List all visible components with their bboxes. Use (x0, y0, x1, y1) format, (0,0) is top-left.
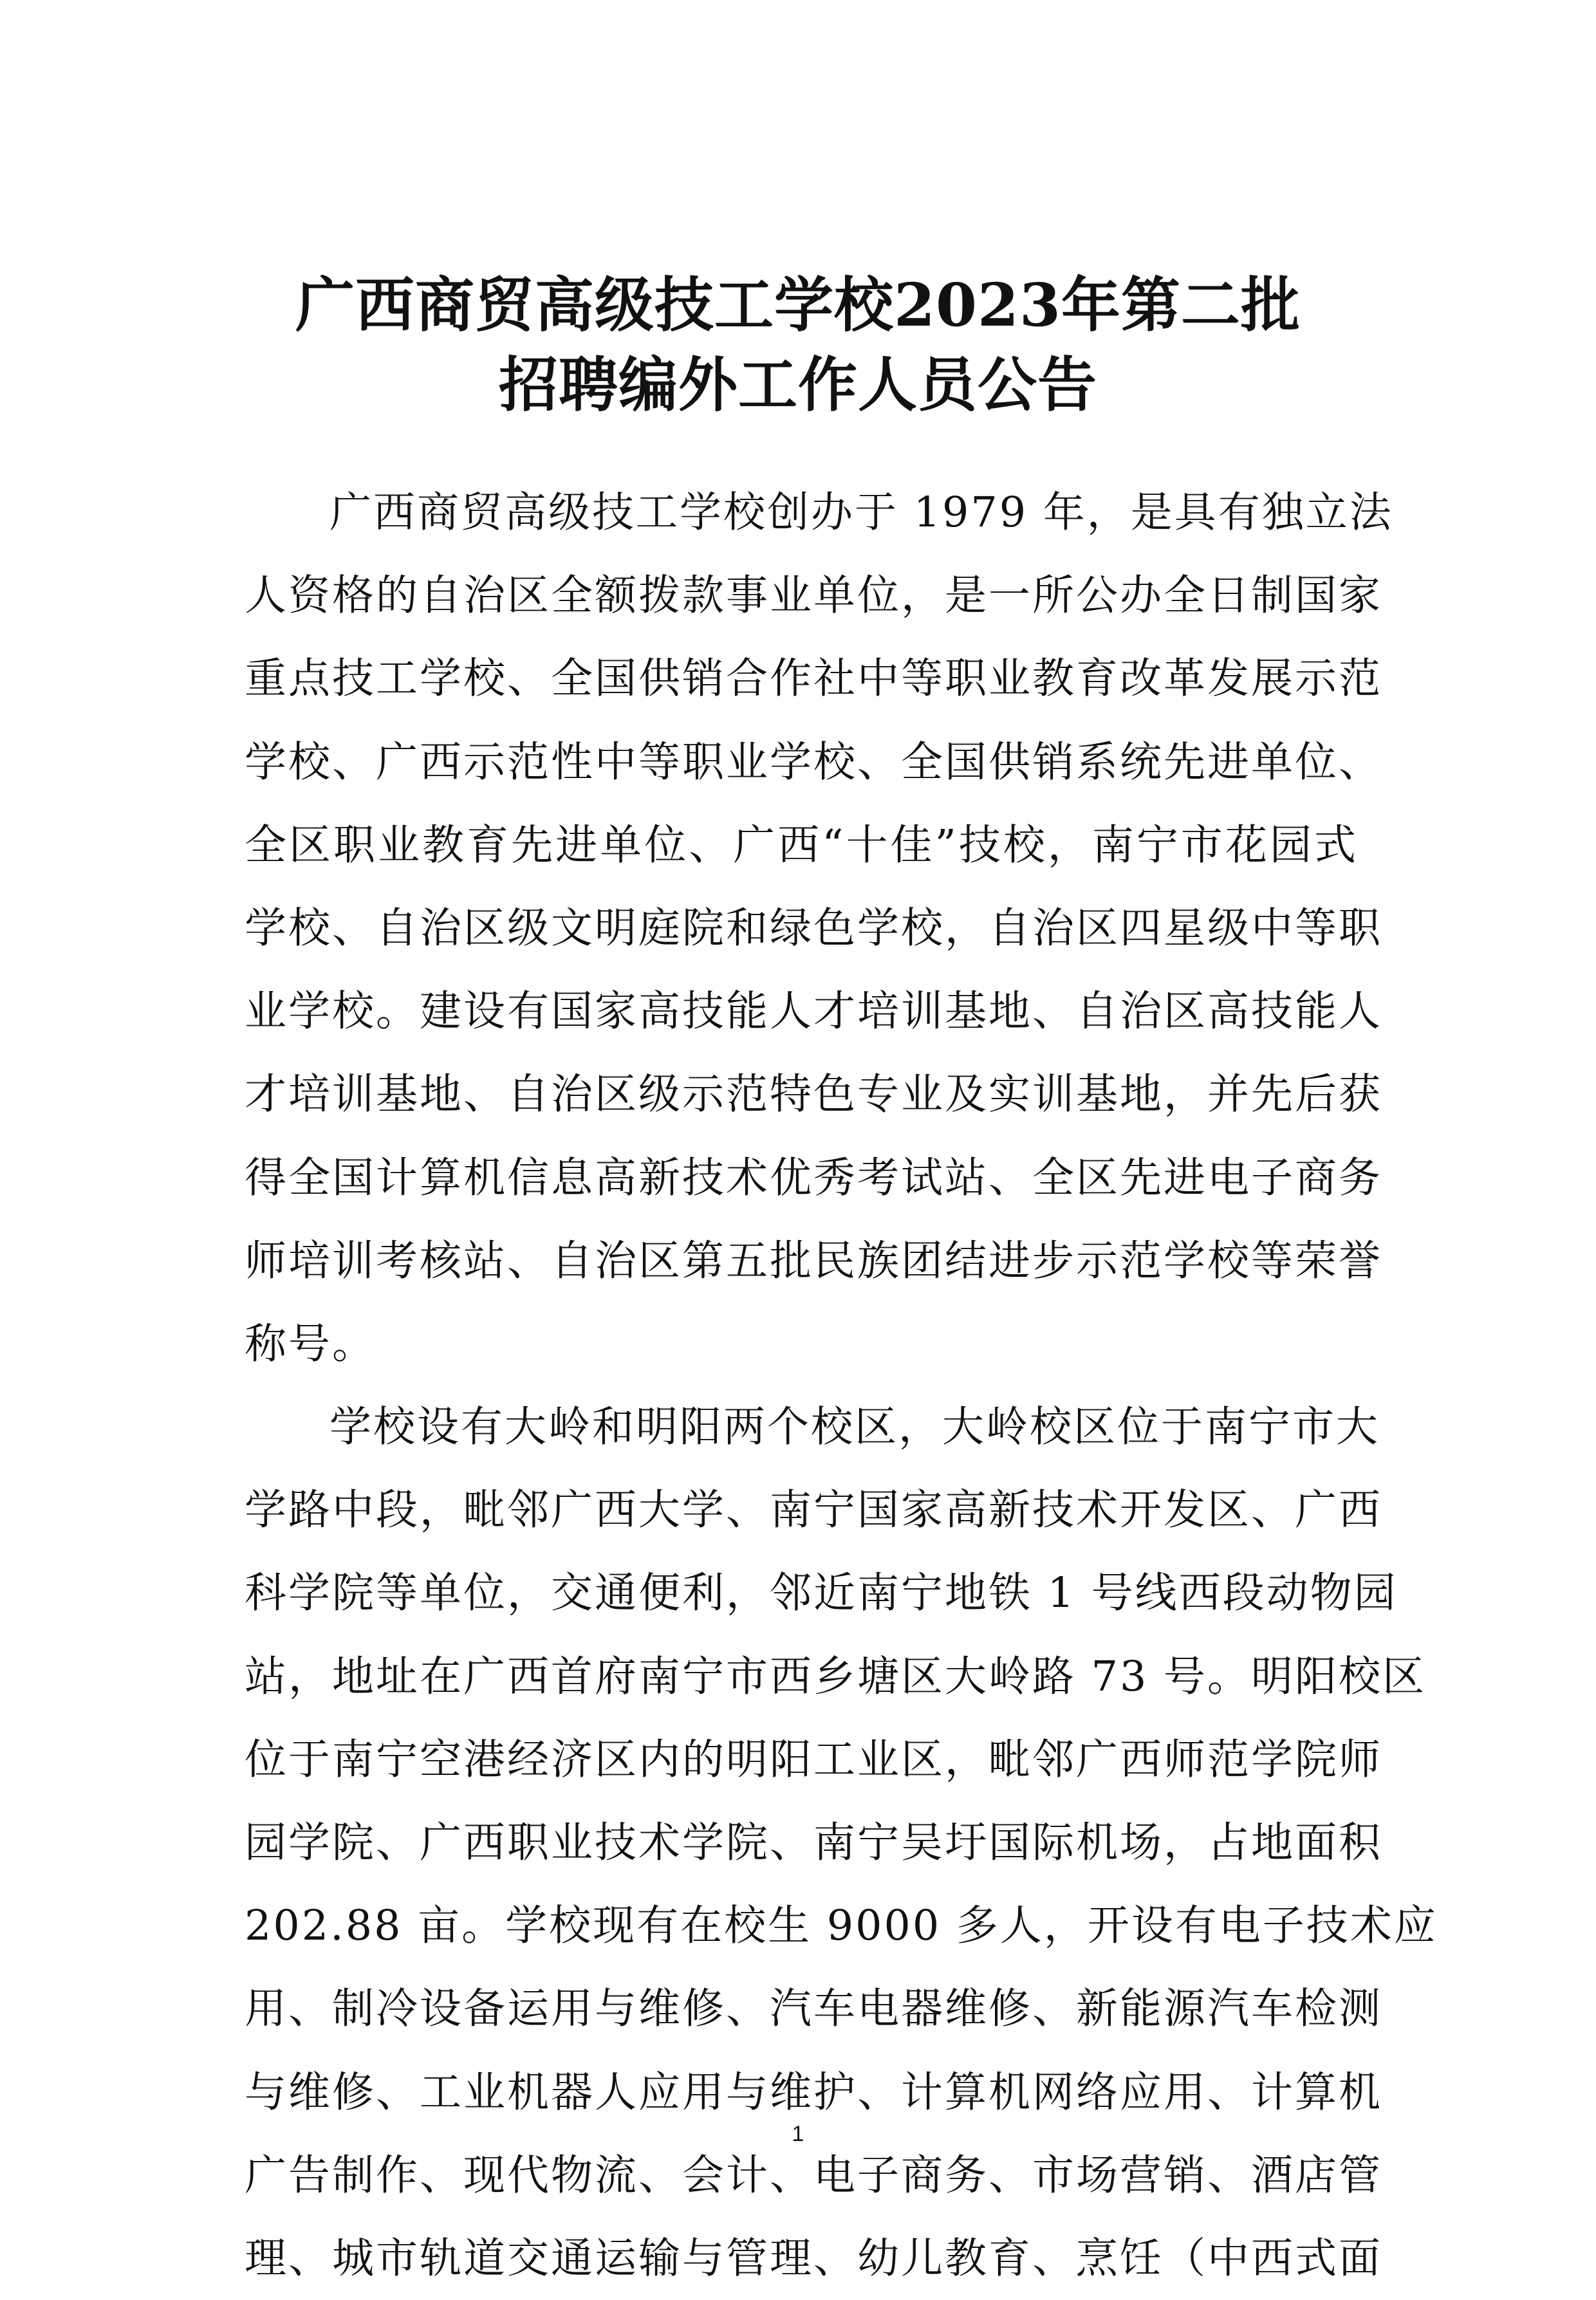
text-line: 得全国计算机信息高新技术优秀考试站、全区先进电子商务 (245, 1153, 1383, 1202)
text-line: 学校设有大岭和明阳两个校区，大岭校区位于南宁市大 (329, 1403, 1380, 1452)
text-line: 科学院等单位，交通便利，邻近南宁地铁 1 号线西段动物园 (245, 1569, 1398, 1618)
text-line: 用、制冷设备运用与维修、汽车电器维修、新能源汽车检测 (245, 1985, 1383, 2034)
text-line: 重点技工学校、全国供销合作社中等职业教育改革发展示范 (245, 654, 1383, 703)
page-number: 1 (792, 2122, 804, 2146)
document-title (193, 265, 1403, 425)
text-line: 称号。 (245, 1319, 376, 1368)
text-line: 学校、广西示范性中等职业学校、全国供销系统先进单位、 (245, 737, 1383, 786)
title-line-2: 招聘编外工作人员公告 (498, 350, 1097, 420)
text-line: 站，地址在广西首府南宁市西乡塘区大岭路 73 号。明阳校区 (245, 1652, 1427, 1701)
text-line: 学校、自治区级文明庭院和绿色学校，自治区四星级中等职 (245, 904, 1383, 952)
text-line: 202.88 亩。学校现有在校生 9000 多人，开设有电子技术应 (245, 1902, 1438, 1951)
text-line: 广西商贸高级技工学校创办于 1979 年，是具有独立法 (329, 488, 1393, 537)
text-line: 才培训基地、自治区级示范特色专业及实训基地，并先后获 (245, 1070, 1383, 1119)
text-line: 全区职业教育先进单位、广西“十佳”技校，南宁市花园式 (245, 821, 1358, 869)
title-line-1: 广西商贸高级技工学校2023年第二批 (295, 270, 1301, 340)
text-line: 学路中段，毗邻广西大学、南宁国家高新技术开发区、广西 (245, 1486, 1383, 1535)
text-line: 位于南宁空港经济区内的明阳工业区，毗邻广西师范学院师 (245, 1735, 1383, 1784)
text-line: 园学院、广西职业技术学院、南宁吴圩国际机场，占地面积 (245, 1819, 1383, 1867)
text-line: 广告制作、现代物流、会计、电子商务、市场营销、酒店管 (245, 2151, 1383, 2200)
document-body (245, 471, 1438, 2300)
text-line: 与维修、工业机器人应用与维护、计算机网络应用、计算机 (245, 2068, 1383, 2117)
text-line: 理、城市轨道交通运输与管理、幼儿教育、烹饪（中西式面 (245, 2234, 1383, 2283)
paragraph-campuses (245, 1386, 1438, 2300)
paragraph-school-overview (245, 471, 1393, 1386)
text-line: 人资格的自治区全额拨款事业单位，是一所公办全日制国家 (245, 571, 1383, 620)
text-line: 业学校。建设有国家高技能人才培训基地、自治区高技能人 (245, 987, 1383, 1036)
text-line: 师培训考核站、自治区第五批民族团结进步示范学校等荣誉 (245, 1236, 1383, 1285)
